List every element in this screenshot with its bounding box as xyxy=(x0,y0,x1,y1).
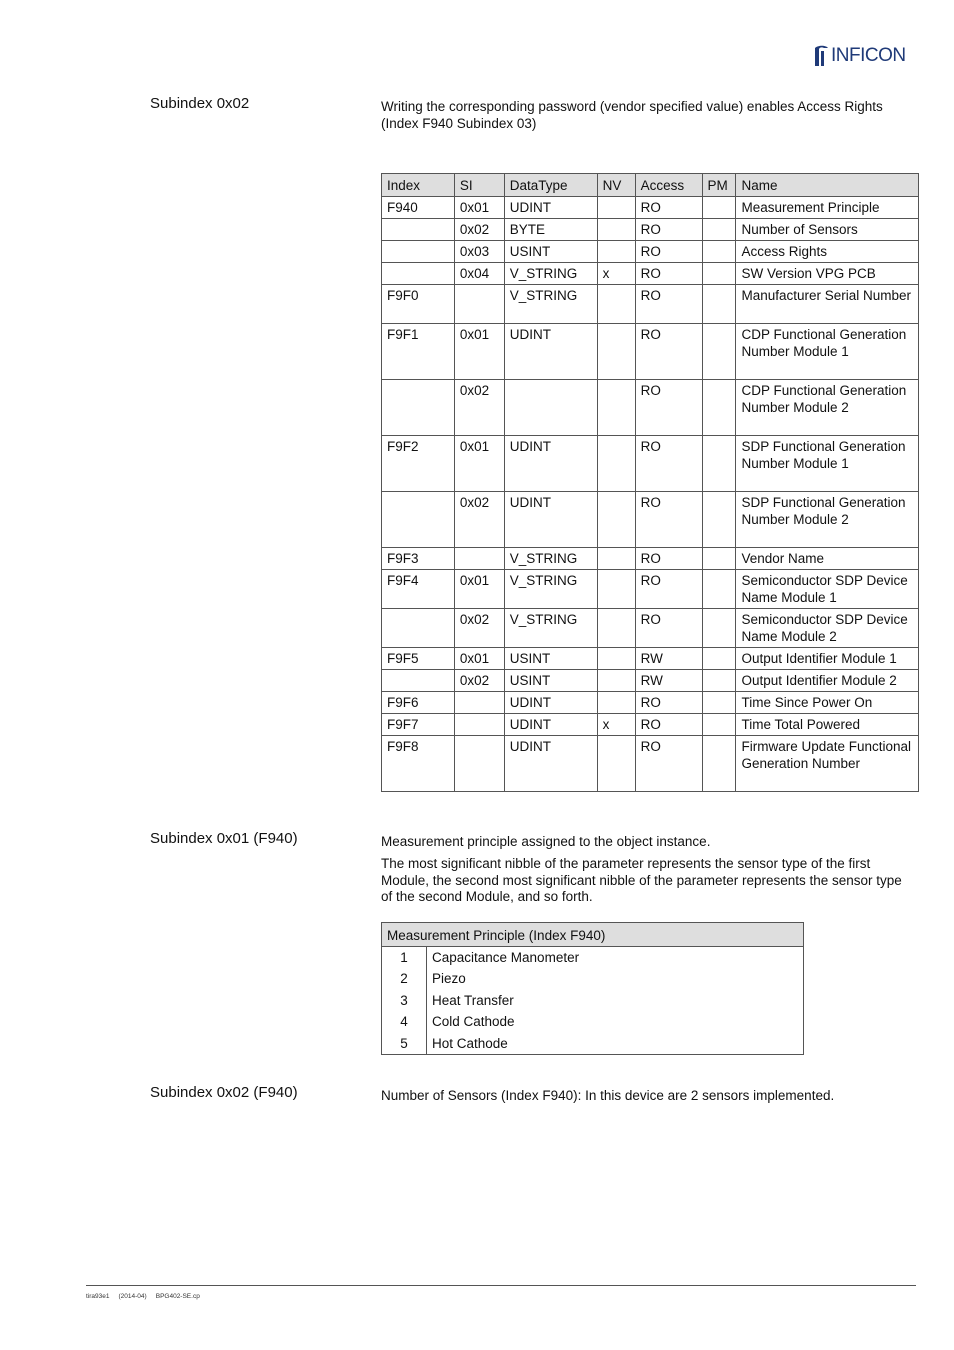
table-row xyxy=(382,713,919,735)
inficon-logo-mark-icon xyxy=(812,45,830,67)
principle-name: Capacitance Manometer xyxy=(432,949,580,965)
object-dictionary-table xyxy=(381,173,919,792)
list-item xyxy=(382,990,804,1012)
cell-access: RO xyxy=(635,735,702,791)
cell-index: F9F5 xyxy=(382,647,455,669)
cell-index: F9F0 xyxy=(382,284,455,323)
subindex-02-heading: Subindex 0x02 xyxy=(150,95,250,112)
cell-pm xyxy=(702,608,736,647)
cell-si xyxy=(454,691,504,713)
cell-access: RO xyxy=(635,284,702,323)
list-item xyxy=(382,1033,804,1055)
table-header-row xyxy=(382,174,919,197)
cell-index: F9F2 xyxy=(382,435,455,491)
cell-access: RO xyxy=(635,379,702,435)
cell-name: Output Identifier Module 2 xyxy=(736,669,919,691)
table-row xyxy=(382,691,919,713)
col-header-index: Index xyxy=(382,174,455,197)
cell-datatype: USINT xyxy=(504,240,597,262)
cell-name: Number of Sensors xyxy=(736,218,919,240)
cell-datatype: V_STRING xyxy=(504,262,597,284)
cell-datatype: V_STRING xyxy=(504,547,597,569)
cell-nv xyxy=(597,608,635,647)
table-row xyxy=(382,547,919,569)
cell-nv xyxy=(597,647,635,669)
table-row xyxy=(382,735,919,791)
principle-code: 1 xyxy=(382,946,427,968)
cell-name: Semiconductor SDP Device Name Module 1 xyxy=(736,569,919,608)
cell-name: CDP Functional Generation Number Module 1 xyxy=(736,323,919,379)
cell-nv xyxy=(597,240,635,262)
cell-si: 0x01 xyxy=(454,569,504,608)
cell-index xyxy=(382,262,455,284)
cell-nv xyxy=(597,547,635,569)
cell-access: RO xyxy=(635,262,702,284)
cell-datatype: USINT xyxy=(504,647,597,669)
col-header-datatype: DataType xyxy=(504,174,597,197)
cell-access: RO xyxy=(635,547,702,569)
cell-nv: x xyxy=(597,713,635,735)
principle-name: Cold Cathode xyxy=(432,1014,515,1029)
cell-datatype: V_STRING xyxy=(504,284,597,323)
col-header-pm: PM xyxy=(702,174,736,197)
cell-datatype: UDINT xyxy=(504,323,597,379)
cell-access: RO xyxy=(635,569,702,608)
table-row xyxy=(382,196,919,218)
table-row xyxy=(382,323,919,379)
cell-pm xyxy=(702,435,736,491)
cell-datatype: UDINT xyxy=(504,735,597,791)
logo-wordmark: INFICON xyxy=(831,45,906,66)
principle-table-title: Measurement Principle (Index F940) xyxy=(382,923,804,947)
cell-si: 0x02 xyxy=(454,491,504,547)
cell-pm xyxy=(702,647,736,669)
cell-datatype xyxy=(504,379,597,435)
cell-nv xyxy=(597,735,635,791)
cell-index: F9F4 xyxy=(382,569,455,608)
cell-name: Output Identifier Module 1 xyxy=(736,647,919,669)
footer-text: tira93e1 (2014-04) BPG402-SE.cp xyxy=(86,1293,200,1300)
table-row xyxy=(382,379,919,435)
table-row xyxy=(382,669,919,691)
cell-si: 0x01 xyxy=(454,323,504,379)
cell-si: 0x01 xyxy=(454,196,504,218)
cell-name: CDP Functional Generation Number Module 2 xyxy=(736,379,919,435)
cell-datatype: UDINT xyxy=(504,491,597,547)
col-header-nv: NV xyxy=(597,174,635,197)
cell-nv xyxy=(597,379,635,435)
subindex-01-f940-text2: The most significant nibble of the parameter represents the sensor type of the first Module, the second most significant nibble of the parameter represents the sensor type of the second Module, and so forth. xyxy=(381,856,902,904)
table-row xyxy=(382,435,919,491)
cell-index: F9F6 xyxy=(382,691,455,713)
cell-name: Time Total Powered xyxy=(736,713,919,735)
table-header-row xyxy=(382,923,804,947)
cell-name: Vendor Name xyxy=(736,547,919,569)
cell-si: 0x02 xyxy=(454,218,504,240)
cell-access: RO xyxy=(635,691,702,713)
table-row xyxy=(382,569,919,608)
table-row xyxy=(382,491,919,547)
cell-pm xyxy=(702,735,736,791)
cell-access: RO xyxy=(635,323,702,379)
cell-index xyxy=(382,240,455,262)
cell-name: Time Since Power On xyxy=(736,691,919,713)
cell-si: 0x02 xyxy=(454,379,504,435)
cell-si xyxy=(454,284,504,323)
table-row xyxy=(382,284,919,323)
cell-index xyxy=(382,218,455,240)
cell-pm xyxy=(702,379,736,435)
cell-index: F9F8 xyxy=(382,735,455,791)
cell-datatype: V_STRING xyxy=(504,569,597,608)
principle-code: 3 xyxy=(382,990,427,1012)
cell-si: 0x01 xyxy=(454,435,504,491)
cell-pm xyxy=(702,491,736,547)
cell-nv xyxy=(597,323,635,379)
cell-pm xyxy=(702,240,736,262)
subindex-02-f940-heading: Subindex 0x02 (F940) xyxy=(150,1084,298,1101)
cell-si: 0x02 xyxy=(454,669,504,691)
inficon-logo xyxy=(812,44,906,68)
cell-access: RO xyxy=(635,240,702,262)
cell-pm xyxy=(702,547,736,569)
cell-name: Firmware Update Functional Generation Number xyxy=(736,735,919,791)
cell-index: F9F1 xyxy=(382,323,455,379)
col-header-si: SI xyxy=(454,174,504,197)
cell-pm xyxy=(702,218,736,240)
cell-access: RW xyxy=(635,647,702,669)
cell-name: SDP Functional Generation Number Module 2 xyxy=(736,491,919,547)
cell-datatype: UDINT xyxy=(504,691,597,713)
cell-index xyxy=(382,491,455,547)
subindex-01-f940-heading: Subindex 0x01 (F940) xyxy=(150,830,298,847)
list-item xyxy=(382,1011,804,1033)
cell-pm xyxy=(702,691,736,713)
cell-si: 0x02 xyxy=(454,608,504,647)
cell-pm xyxy=(702,569,736,608)
cell-si xyxy=(454,735,504,791)
cell-nv xyxy=(597,284,635,323)
cell-datatype: UDINT xyxy=(504,196,597,218)
table-row xyxy=(382,240,919,262)
cell-nv xyxy=(597,196,635,218)
principle-name: Piezo xyxy=(432,971,466,986)
cell-index xyxy=(382,379,455,435)
cell-index xyxy=(382,669,455,691)
cell-index xyxy=(382,608,455,647)
cell-datatype: BYTE xyxy=(504,218,597,240)
cell-access: RW xyxy=(635,669,702,691)
cell-access: RO xyxy=(635,218,702,240)
cell-nv xyxy=(597,491,635,547)
cell-pm xyxy=(702,669,736,691)
cell-access: RO xyxy=(635,435,702,491)
principle-code: 2 xyxy=(382,968,427,990)
cell-datatype: UDINT xyxy=(504,435,597,491)
cell-pm xyxy=(702,196,736,218)
cell-access: RO xyxy=(635,713,702,735)
subindex-02-description: Writing the corresponding password (vendor specified value) enables Access Rights (Index F940 Subindex 03) xyxy=(381,99,883,131)
cell-datatype: V_STRING xyxy=(504,608,597,647)
cell-si: 0x01 xyxy=(454,647,504,669)
cell-nv xyxy=(597,435,635,491)
principle-name: Hot Cathode xyxy=(432,1035,508,1051)
principle-name: Heat Transfer xyxy=(432,992,514,1008)
cell-name: SDP Functional Generation Number Module 1 xyxy=(736,435,919,491)
cell-pm xyxy=(702,262,736,284)
cell-datatype: USINT xyxy=(504,669,597,691)
table-row xyxy=(382,647,919,669)
cell-pm xyxy=(702,713,736,735)
subindex-01-f940-text1: Measurement principle assigned to the object instance. xyxy=(381,834,711,849)
cell-pm xyxy=(702,323,736,379)
principle-code: 4 xyxy=(382,1011,427,1033)
col-header-name: Name xyxy=(736,174,919,197)
cell-access: RO xyxy=(635,608,702,647)
cell-si xyxy=(454,547,504,569)
footer-divider xyxy=(86,1285,916,1286)
cell-si: 0x04 xyxy=(454,262,504,284)
principle-code: 5 xyxy=(382,1033,427,1055)
measurement-principle-table xyxy=(381,922,804,1055)
cell-name: Measurement Principle xyxy=(736,196,919,218)
table-row xyxy=(382,218,919,240)
cell-name: Semiconductor SDP Device Name Module 2 xyxy=(736,608,919,647)
cell-name: SW Version VPG PCB xyxy=(736,262,919,284)
cell-name: Manufacturer Serial Number xyxy=(736,284,919,323)
cell-access: RO xyxy=(635,196,702,218)
cell-name: Access Rights xyxy=(736,240,919,262)
cell-datatype: UDINT xyxy=(504,713,597,735)
table-row xyxy=(382,608,919,647)
cell-index: F940 xyxy=(382,196,455,218)
cell-si: 0x03 xyxy=(454,240,504,262)
col-header-access: Access xyxy=(635,174,702,197)
table-row xyxy=(382,262,919,284)
cell-si xyxy=(454,713,504,735)
subindex-02-f940-text: Number of Sensors (Index F940): In this device are 2 sensors implemented. xyxy=(381,1088,835,1103)
cell-nv xyxy=(597,218,635,240)
cell-nv: x xyxy=(597,262,635,284)
list-item xyxy=(382,946,804,968)
cell-nv xyxy=(597,691,635,713)
cell-nv xyxy=(597,669,635,691)
cell-pm xyxy=(702,284,736,323)
cell-nv xyxy=(597,569,635,608)
cell-access: RO xyxy=(635,491,702,547)
list-item xyxy=(382,968,804,990)
cell-index: F9F3 xyxy=(382,547,455,569)
cell-index: F9F7 xyxy=(382,713,455,735)
